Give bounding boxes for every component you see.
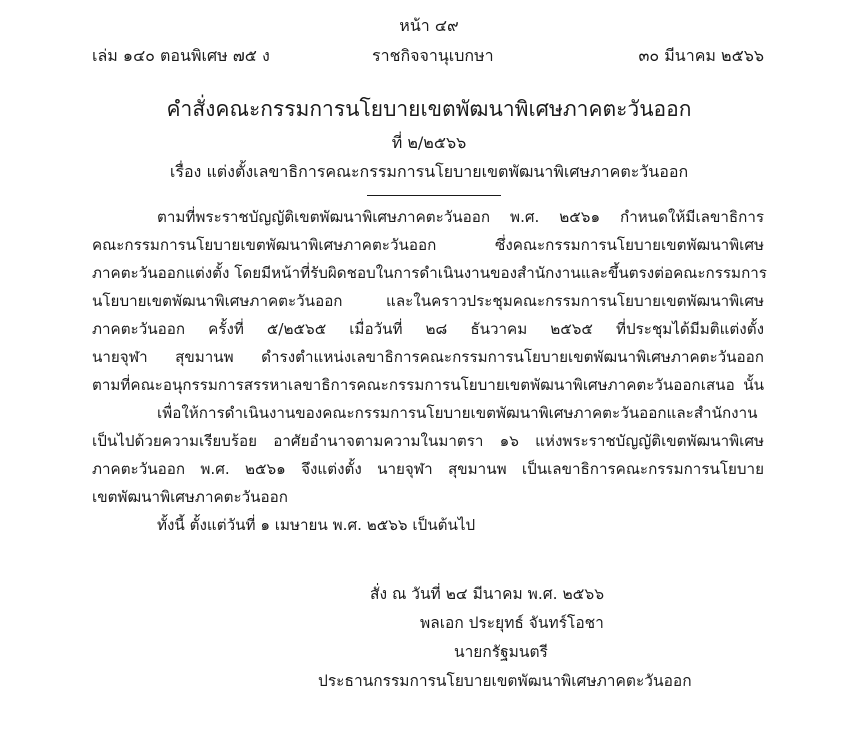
order-subject: เรื่อง แต่งตั้งเลขาธิการคณะกรรมการนโยบายเขตพัฒนาพิเศษภาคตะวันออก bbox=[169, 162, 689, 181]
body-line: เป็นไปด้วยความเรียบร้อย อาศัยอำนาจตามความในมาตรา ๑๖ แห่งพระราชบัญญัติเขตพัฒนาพิเศษ bbox=[92, 432, 764, 450]
body-line: เพื่อให้การดำเนินงานของคณะกรรมการนโยบายเขตพัฒนาพิเศษภาคตะวันออกและสำนักงาน bbox=[157, 404, 758, 422]
body-line: ภาคตะวันออกแต่งตั้ง โดยมีหน้าที่รับผิดชอบในการดำเนินงานของสำนักงานและขึ้นตรงต่อคณะกรรมการ bbox=[92, 264, 767, 282]
body-line: เขตพัฒนาพิเศษภาคตะวันออก bbox=[92, 488, 288, 506]
gazette-header-row bbox=[92, 44, 764, 68]
volume-info: เล่ม ๑๔๐ ตอนพิเศษ ๗๕ ง bbox=[92, 46, 270, 65]
signatory-name: พลเอก ประยุทธ์ จันทร์โอชา bbox=[420, 614, 604, 632]
signatory-role: ประธานกรรมการนโยบายเขตพัฒนาพิเศษภาคตะวันออก bbox=[318, 672, 692, 690]
signatory-position: นายกรัฐมนตรี bbox=[454, 643, 548, 661]
body-line: ภาคตะวันออก ครั้งที่ ๕/๒๕๖๕ เมื่อวันที่ ๒๘ ธันวาคม ๒๕๖๕ ที่ประชุมได้มีมติแต่งตั้ง bbox=[92, 320, 764, 338]
body-line: ตามที่คณะอนุกรรมการสรรหาเลขาธิการคณะกรรมการนโยบายเขตพัฒนาพิเศษภาคตะวันออกเสนอ นั้น bbox=[92, 376, 764, 394]
order-given-date: สั่ง ณ วันที่ ๒๔ มีนาคม พ.ศ. ๒๕๖๖ bbox=[370, 585, 605, 603]
body-line: ตามที่พระราชบัญญัติเขตพัฒนาพิเศษภาคตะวันออก พ.ศ. ๒๕๖๑ กำหนดให้มีเลขาธิการ bbox=[157, 208, 764, 226]
title-divider bbox=[367, 195, 501, 196]
body-line: นโยบายเขตพัฒนาพิเศษภาคตะวันออก และในคราวประชุมคณะกรรมการนโยบายเขตพัฒนาพิเศษ bbox=[92, 292, 764, 310]
body-line: นายจุฬา สุขมานพ ดำรงตำแหน่งเลขาธิการคณะกรรมการนโยบายเขตพัฒนาพิเศษภาคตะวันออก bbox=[92, 348, 764, 366]
order-number: ที่ ๒/๒๕๖๖ bbox=[391, 133, 467, 152]
page-number: หน้า ๔๙ bbox=[399, 16, 459, 35]
body-line: ทั้งนี้ ตั้งแต่วันที่ ๑ เมษายน พ.ศ. ๒๕๖๖ เป็นต้นไป bbox=[157, 516, 476, 534]
body-line: คณะกรรมการนโยบายเขตพัฒนาพิเศษภาคตะวันออก ซึ่งคณะกรรมการนโยบายเขตพัฒนาพิเศษ bbox=[92, 236, 764, 254]
publication-date: ๓๐ มีนาคม ๒๕๖๖ bbox=[638, 46, 764, 65]
order-title: คำสั่งคณะกรรมการนโยบายเขตพัฒนาพิเศษภาคตะวันออก bbox=[166, 97, 692, 121]
gazette-name: ราชกิจจานุเบกษา bbox=[372, 46, 494, 65]
body-line: ภาคตะวันออก พ.ศ. ๒๕๖๑ จึงแต่งตั้ง นายจุฬา สุขมานพ เป็นเลขาธิการคณะกรรมการนโยบาย bbox=[92, 460, 764, 478]
